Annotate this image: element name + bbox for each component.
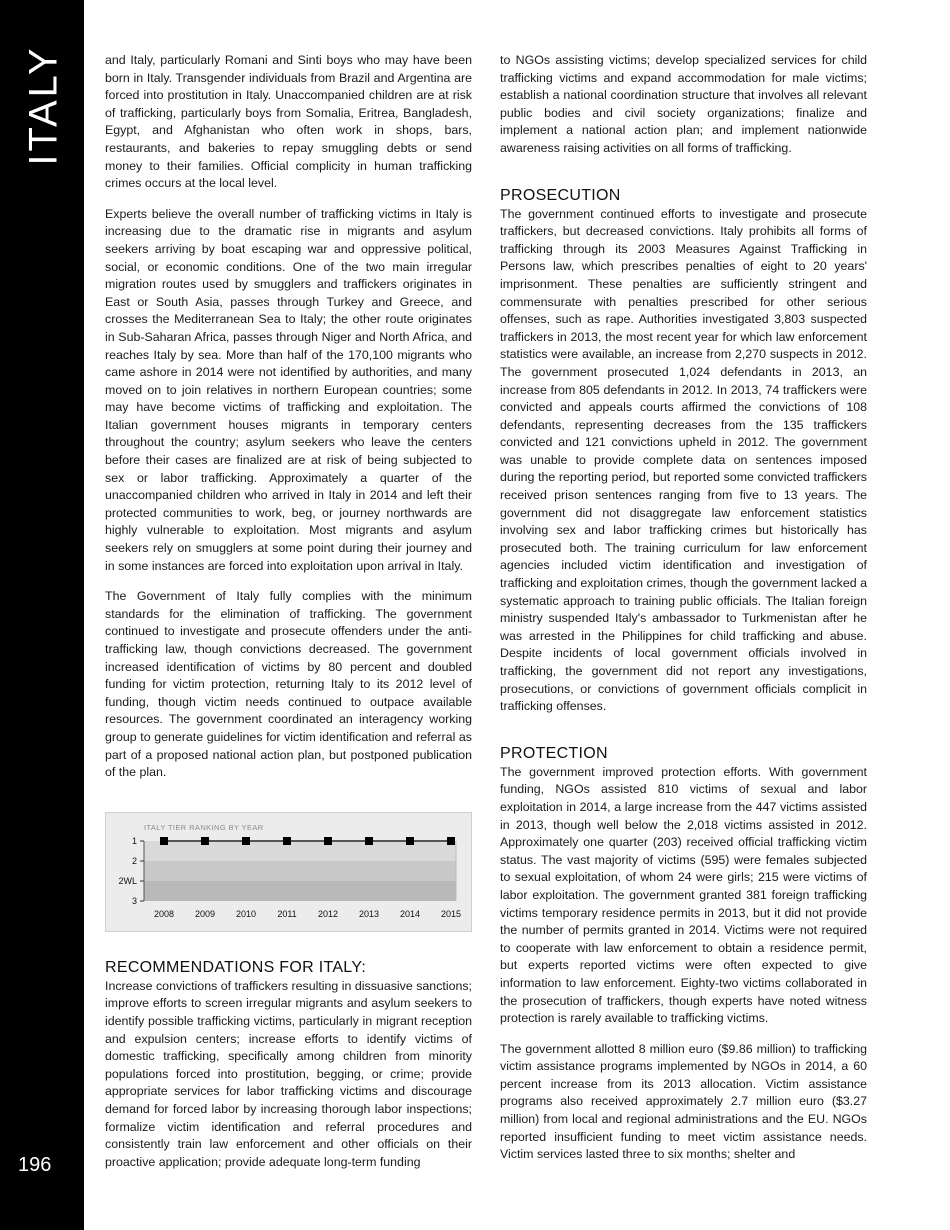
protection-heading: PROTECTION xyxy=(500,744,608,762)
page-number: 196 xyxy=(18,1154,52,1176)
data-point xyxy=(324,837,332,845)
tier-band xyxy=(144,861,456,881)
chart-title: ITALY TIER RANKING BY YEAR xyxy=(144,822,264,832)
x-tick-label: 2015 xyxy=(440,908,462,919)
left-column xyxy=(105,52,472,1184)
data-point xyxy=(201,837,209,845)
data-point xyxy=(365,837,373,845)
y-tick-label: 2WL xyxy=(118,875,137,886)
tier-ranking-chart xyxy=(105,812,472,932)
right-column xyxy=(500,52,867,1177)
x-tick-label: 2012 xyxy=(317,908,339,919)
prosecution-heading: PROSECUTION xyxy=(500,186,621,204)
recommendations-text: Increase convictions of traffickers resulting in dissuasive sanctions; improve efforts to screen irregular migrants and asylum seekers to identify possible trafficking victims, particularly in migrant reception and expulsion centers; increase efforts to identify victims of domestic trafficking, specifically among children from minority populations forced into prostitution, begging, or crime; provide appropriate services for labor trafficking victims and discourage demand for forced labor by increasing thorough labor inspections; formalize victim identification and referral procedures and consistently train law enforcement and other officials on their proactive application; provide adequate long-term funding xyxy=(105,978,472,1169)
paragraph: and Italy, particularly Romani and Sinti boys who may have been born in Italy. Transgender individuals from Brazil and Argentina are forced into prostitution in Italy. Unaccompanied children are at risk of trafficking, particularly boys from Somalia, Eritrea, Bangladesh, Egypt, and Afghanistan who often work in shops, bars, restaurants, and bakeries to repay smuggling debts or send money to their families. Official complicity in human trafficking crimes occurs at the local level. xyxy=(105,53,472,191)
y-tick-label: 1 xyxy=(131,835,137,846)
protection-text: The government allotted 8 million euro ($9.86 million) to trafficking victim assistance programs implemented by NGOs in 2014, a 60 percent increase from its 2013 allocation. Victim assistance programs also received approximately 2.7 million euro ($3.27 million) from local and regional administrations and the EU. NGOs reported insufficient funding to meet victim assistance needs. Victim services lasted three to six months; shelter and xyxy=(500,1041,867,1162)
tier-band xyxy=(144,881,456,901)
recommendations-heading: RECOMMENDATIONS FOR ITALY: xyxy=(105,958,367,976)
paragraph: The Government of Italy fully complies with the minimum standards for the elimination of trafficking. The government continued to investigate and prosecute offenders under the anti-trafficking law, though convictions decreased. The government increased identification of victims by 80 percent and doubled funding for victim protection, returning Italy to its 2012 level of funding, though victim needs continued to outpace available resources. The government coordinated an interagency working group to generate guidelines for victim identification and referral as part of a proposed national action plan, but postponed publication of the plan. xyxy=(105,589,472,780)
x-tick-label: 2014 xyxy=(399,908,421,919)
data-point xyxy=(447,837,455,845)
data-point xyxy=(160,837,168,845)
protection-text: The government improved protection efforts. With government funding, NGOs assisted 810 victims of sexual and labor exploitation in 2014, a large increase from the 447 victims assisted in 2013, though well below the 2,018 victims assisted in 2012. Approximately one quarter (203) received official trafficking victim status. The vast majority of victims (595) were females subjected to sexual exploitation, of whom 24 were girls; 215 were victims of labor exploitation. The government granted 381 foreign trafficking victims temporary residence permits in 2013, but it did not provide the number of permits granted in 2014. Victims were not required to cooperate with law enforcement to obtain a residence permit, but experts reported victims were often expected to give information to law enforcement. Eighty-two victims collaborated in the prosecution of traffickers, though experts have noted witness protection is rarely available to trafficking victims. xyxy=(500,764,867,1026)
x-tick-label: 2009 xyxy=(194,908,216,919)
country-tab xyxy=(14,44,74,166)
y-tick-label: 3 xyxy=(131,895,137,906)
sidebar xyxy=(0,0,84,1230)
data-point xyxy=(242,837,250,845)
y-tick-label: 2 xyxy=(131,855,137,866)
x-tick-label: 2010 xyxy=(235,908,257,919)
prosecution-text: The government continued efforts to investigate and prosecute traffickers, but decreased convictions. Italy prohibits all forms of trafficking through its 2003 Measures Against Trafficking in Persons law, which prescribes penalties of eight to 20 years' imprisonment. These penalties are sufficiently stringent and commensurate with penalties prescribed for other serious offenses, such as rape. Authorities investigated 3,803 suspected traffickers in 2013, the most recent year for which law enforcement statistics were available, an increase from 2,270 suspects in 2012. The government prosecuted 1,024 defendants in 2013, an increase from 805 defendants in 2012. In 2013, 74 traffickers were convicted and appeals courts affirmed the convictions of 108 defendants, representing decreases from the 135 traffickers convicted and 121 convictions upheld in 2012. The government was unable to provide complete data on sentences imposed during the reporting period, but reported some convicted traffickers received prison sentences ranging from five to 13 years. The government did not disaggregate law enforcement statistics involving sex and labor trafficking crimes but historically has prosecuted both. The training curriculum for law enforcement agencies included victim identification and investigation of trafficking and exploitation crimes, though the government lacked a systematic approach to training public officials. The Italian foreign ministry suspended Italy's ambassador to Turkmenistan after he was arrested in the Philippines for child trafficking and abuse. Despite incidents of local government officials involved in trafficking, the government did not report any investigations, prosecutions, or convictions of government officials complicit in trafficking offenses. xyxy=(500,206,867,714)
x-tick-label: 2008 xyxy=(153,908,175,919)
paragraph: Experts believe the overall number of trafficking victims in Italy is increasing due to the dramatic rise in migrants and asylum seekers arriving by boat escaping war and oppressive political, social, or economic conditions. One of the two main irregular migration routes used by smugglers and traffickers originates in East or South Asia, passes through Turkey and Greece, and crosses the Mediterranean Sea to Italy; the other route originates in Sub-Saharan Africa, passes through Niger and North Africa, and reaches Italy by sea. More than half of the 170,100 migrants who came ashore in 2014 were not identified by authorities, and many moved on to join relatives in northern European countries; some may have become victims of trafficking and exploitation. The Italian government houses migrants in temporary centers throughout the country; asylum seekers who leave the centers before their cases are finalized are at risk of being subjected to sex or labor trafficking. Approximately a quarter of the unaccompanied children who arrived in Italy in 2014 and left their protected communities to work, beg, or journey northwards are highly vulnerable to exploitation. Most migrants and asylum seekers rely on smugglers at some point during their journey and in some instances are forced into exploitation upon arrival in Italy. xyxy=(105,206,472,573)
intro-paragraph: to NGOs assisting victims; develop specialized services for child trafficking victims and expand accommodation for male victims; establish a national coordination structure that involves all relevant public bodies and civil society organizations; finalize and implement a national action plan; and implement nationwide awareness raising activities on all forms of trafficking. xyxy=(500,53,867,155)
data-point xyxy=(406,837,414,845)
data-point xyxy=(283,837,291,845)
x-tick-label: 2011 xyxy=(277,908,297,919)
country-tab-label: ITALY xyxy=(21,44,66,166)
tier-ranking-svg xyxy=(106,813,473,931)
x-tick-label: 2013 xyxy=(358,908,380,919)
